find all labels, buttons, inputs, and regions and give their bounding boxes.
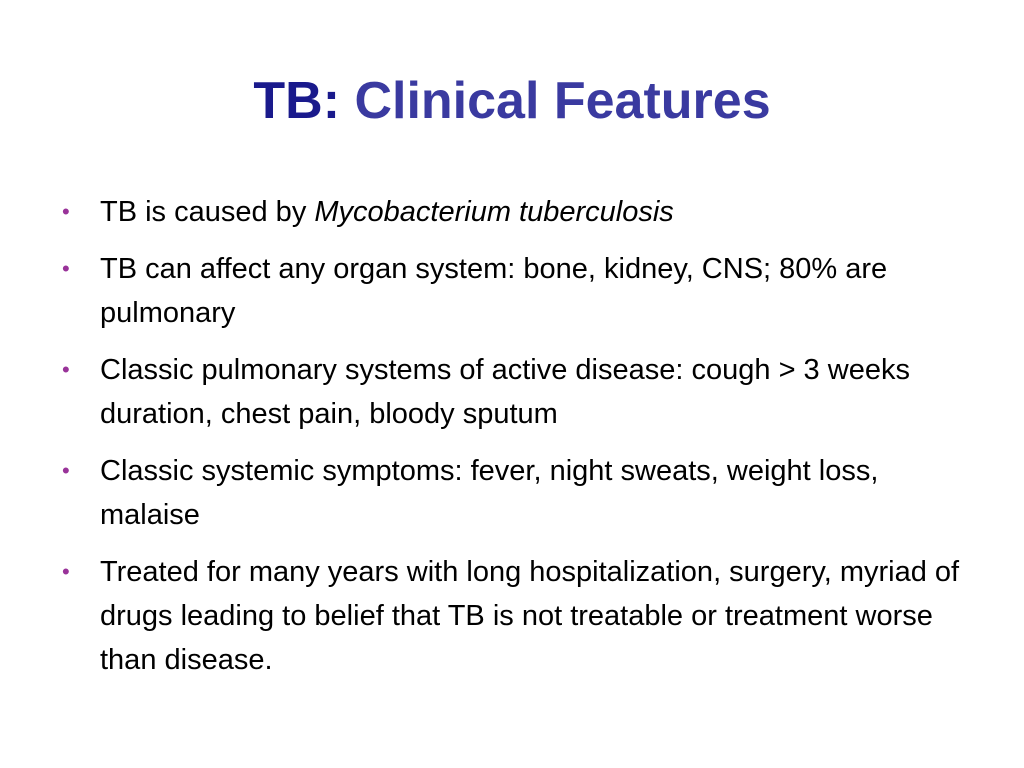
bullet-icon: • — [62, 458, 70, 483]
bullet-item — [56, 348, 986, 436]
bullet-text: Classic systemic symptoms: fever, night sweats, weight loss, malaise — [100, 455, 879, 531]
bullet-icon: • — [62, 199, 70, 224]
bullet-text: Treated for many years with long hospitalization, surgery, myriad of drugs leading to belief that TB is not treatable or treatment worse than disease. — [100, 556, 960, 676]
bullet-item — [56, 550, 986, 682]
bullet-text: TB is caused by — [100, 196, 315, 228]
bullet-icon: • — [62, 256, 70, 281]
bullet-icon: • — [62, 559, 70, 584]
bullet-icon: • — [62, 357, 70, 382]
bullet-list — [56, 190, 986, 695]
bullet-item — [56, 449, 986, 537]
bullet-text: Classic pulmonary systems of active disease: cough > 3 weeks duration, chest pain, bloody sputum — [100, 354, 910, 430]
bullet-italic-text: Mycobacterium tuberculosis — [314, 196, 674, 228]
bullet-text: TB can affect any organ system: bone, kidney, CNS; 80% are pulmonary — [100, 253, 888, 329]
title-main: Clinical Features — [354, 72, 771, 130]
title-prefix: TB: — [253, 72, 341, 130]
bullet-item — [56, 190, 986, 234]
slide-title — [0, 66, 1024, 136]
bullet-item — [56, 247, 986, 335]
